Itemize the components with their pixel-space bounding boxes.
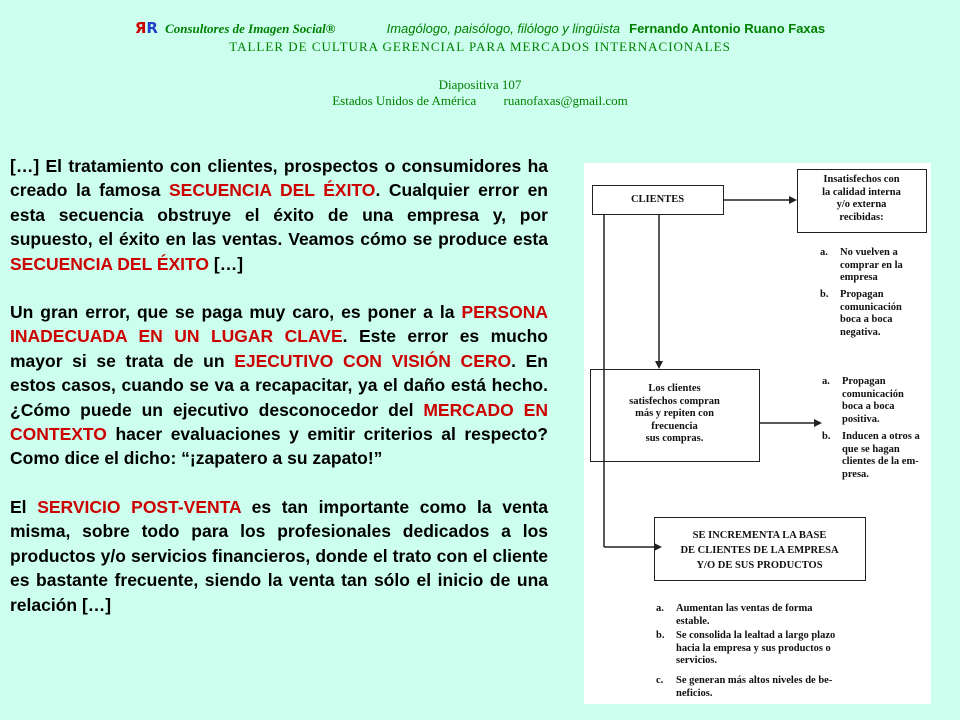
dissatisfied-box bbox=[797, 169, 927, 233]
paragraph bbox=[10, 154, 548, 276]
paragraph bbox=[10, 300, 548, 471]
highlighted-term: SECUENCIA DEL ÉXITO bbox=[168, 180, 376, 201]
client-base-text: SE INCREMENTA LA BASE DE CLIENTES DE LA EMPRESA Y/O DE SUS PRODUCTOS bbox=[680, 530, 839, 571]
email-address: ruanofaxas@gmail.com bbox=[503, 93, 628, 108]
slide-number: Diapositiva 107 bbox=[438, 77, 522, 92]
brand-logo-r: R bbox=[146, 19, 158, 37]
clients-box bbox=[592, 185, 724, 215]
paragraph-text: es tan importante como la venta misma, sobre todo para los profesionales dedicados a los productos y/o servicios financieros, donde el trato con el cliente es bastante frecuente, siendo la venta tan sólo el inicio de una relación […] bbox=[10, 496, 548, 615]
base-item-c: c. Se generan más altos niveles de be- neficios. bbox=[656, 675, 833, 699]
base-item-b: b. Se consolida la lealtad a largo plazo hacia la empresa y sus productos o servicios. bbox=[656, 630, 836, 666]
paragraph-text: El bbox=[10, 496, 38, 517]
highlighted-term: PERSONA INADECUADA EN UN LUGAR CLAVE bbox=[10, 302, 548, 347]
client-base-box bbox=[654, 517, 866, 581]
author-name: Fernando Antonio Ruano Faxas bbox=[629, 21, 826, 36]
paragraph-text: . Cualquier error en esta secuencia obstruye el éxito de una empresa y, por supuesto, el éxito en las ventas. Veamos cómo se produce esta bbox=[10, 180, 548, 250]
paragraph-text: Un gran error, que se paga muy caro, es poner a la bbox=[10, 302, 462, 323]
body-text bbox=[10, 154, 548, 617]
base-item-a: a. Aumentan las ventas de forma estable. bbox=[656, 603, 813, 627]
paragraph-text: […] bbox=[209, 253, 244, 274]
paragraph-text: […] El tratamiento con clientes, prospectos o consumidores ha creado la famosa bbox=[10, 156, 548, 201]
satisfied-text: Los clientes satisfechos compran más y repiten con frecuencia sus compras. bbox=[629, 383, 720, 444]
dissatisfied-item-b: b. Propagan comunicación boca a boca negativa. bbox=[820, 289, 902, 338]
dissatisfied-text: Insatisfechos con la calidad interna y/o externa recibidas: bbox=[822, 174, 901, 223]
slide-header bbox=[0, 0, 960, 120]
highlighted-term: SECUENCIA DEL ÉXITO bbox=[10, 253, 210, 274]
highlighted-term: EJECUTIVO CON VISIÓN CERO bbox=[234, 350, 512, 371]
workshop-title: TALLER DE CULTURA GERENCIAL PARA MERCADOS INTERNACIONALES bbox=[229, 39, 731, 54]
success-sequence-diagram bbox=[584, 163, 931, 704]
paragraph-text: . En estos casos, cuando se va a recapacitar, ya el daño está hecho. ¿Cómo puede un ejecutivo desconocedor del bbox=[10, 350, 548, 420]
author-tagline: Imagólogo, paisólogo, filólogo y lingüista bbox=[386, 21, 621, 36]
country: Estados Unidos de América bbox=[332, 93, 477, 108]
clients-label: CLIENTES bbox=[630, 194, 685, 205]
satisfied-item-a: a. Propagan comunicación boca a boca positiva. bbox=[822, 376, 904, 425]
brand-logo-mirrored-r: Я bbox=[134, 19, 147, 37]
satisfied-box bbox=[590, 369, 760, 462]
brand-name: Consultores de Imagen Social® bbox=[165, 21, 336, 36]
paragraph bbox=[10, 495, 548, 617]
paragraph-text: hacer evaluaciones y emitir criterios al respecto? Como dice el dicho: “¡zapatero a su zapato!” bbox=[10, 424, 548, 469]
highlighted-term: SERVICIO POST-VENTA bbox=[37, 496, 242, 517]
header-brand-line bbox=[0, 18, 960, 37]
contact-line bbox=[0, 93, 960, 109]
satisfied-item-b: b. Inducen a otros a que se hagan clientes de la em- presa. bbox=[822, 431, 920, 480]
highlighted-term: MERCADO EN CONTEXTO bbox=[10, 399, 548, 445]
paragraph-text: . Este error es mucho mayor si se trata de un bbox=[10, 326, 548, 371]
dissatisfied-item-a: a. No vuelven a comprar en la empresa bbox=[820, 247, 903, 283]
